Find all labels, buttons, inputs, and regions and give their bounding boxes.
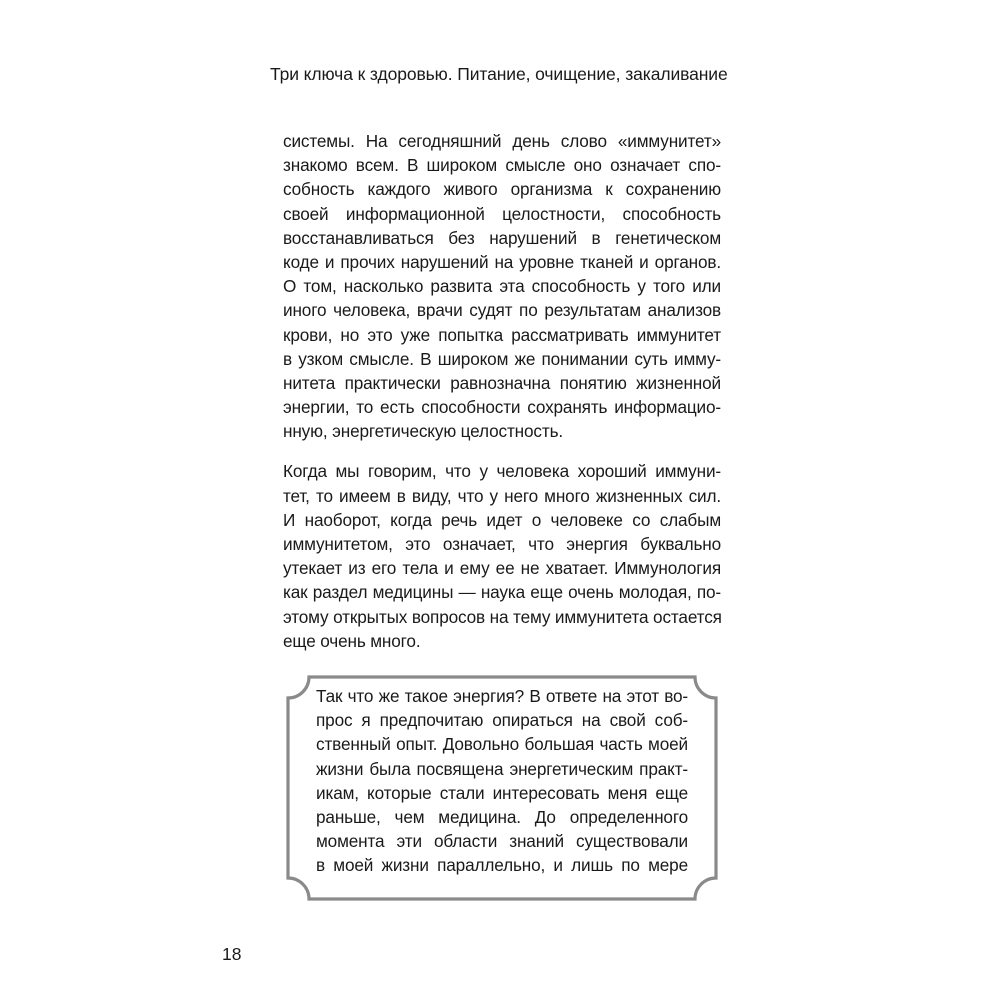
page-number: 18	[222, 944, 242, 964]
main-text	[283, 129, 721, 653]
callout-line: прос я предпочитаю опираться на свой соб-	[316, 710, 688, 731]
text-line: системы. На сегодняшний день слово «иммунитет»	[283, 131, 721, 151]
text-line: восстанавливаться без нарушений в генетическом	[283, 227, 721, 248]
text-line: этому открытых вопросов на тему иммунитета остается	[283, 606, 722, 627]
paragraph-gap	[283, 443, 721, 459]
text-line: утекает из его тела и ему ее не хватает. Иммунология	[283, 558, 721, 579]
callout-line: момента эти области знаний существовали	[316, 831, 688, 852]
text-line: своей информационной целостности, способность	[283, 203, 721, 224]
text-line: Когда мы говорим, что у человека хороший иммуни-	[283, 461, 721, 482]
text-line: крови, но это уже попытка рассматривать иммунитет	[283, 324, 721, 345]
text-line: еще очень много.	[283, 630, 421, 651]
text-line: в узком смысле. В широком же понимании суть имму-	[283, 348, 721, 369]
callout-line: ственный опыт. Довольно большая часть моей	[316, 734, 688, 755]
callout-line: в моей жизни параллельно, и лишь по мере	[316, 855, 688, 876]
text-line: О том, насколько развита эта способность у того или	[283, 276, 721, 297]
text-line: нитета практически равнозначна понятию жизненной	[283, 372, 721, 393]
callout-line: раньше, чем медицина. До определенного	[316, 806, 688, 827]
paragraph-1	[283, 129, 721, 443]
text-line: нную, энергетическую целостность.	[283, 421, 564, 442]
text-line: И наоборот, когда речь идет о человеке со слабым	[283, 509, 721, 530]
running-title: Три ключа к здоровью. Питание, очищение, закаливание	[270, 64, 728, 84]
callout-line: Так что же такое энергия? В ответе на этот во-	[316, 686, 688, 706]
callout-line: икам, которые стали интересовать меня еще	[316, 782, 688, 803]
text-line: как раздел медицины — наука еще очень молодая, по-	[283, 582, 721, 603]
text-line: тет, то имеем в виду, что у него много жизненных сил.	[283, 485, 721, 506]
text-line: коде и прочих нарушений на уровне тканей и органов.	[283, 251, 721, 272]
text-line: иммунитетом, это означает, что энергия буквально	[283, 534, 721, 554]
callout-text	[316, 684, 688, 878]
paragraph-2	[283, 459, 721, 653]
callout-line: жизни была посвящена энергетическим практ-	[316, 758, 688, 779]
text-line: собность каждого живого организма к сохранению	[283, 179, 721, 200]
text-line: знакомо всем. В широком смысле оно означает спо-	[283, 155, 721, 176]
callout-box	[283, 672, 721, 904]
text-line: иного человека, врачи судят по результатам анализов	[283, 300, 721, 321]
text-line: энергии, то есть способности сохранять информацио-	[283, 397, 721, 418]
